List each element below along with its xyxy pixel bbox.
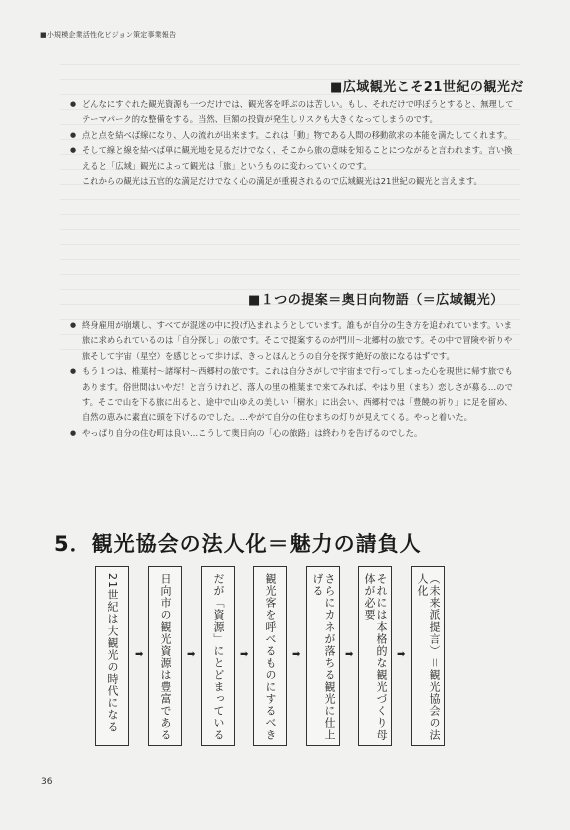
arrow-right-icon: ➡: [187, 649, 196, 660]
flow-step-text: 日向市の観光資源は豊富である: [159, 573, 172, 741]
running-header: ■小規模企業活性化ビジョン策定事業報告: [40, 31, 177, 39]
page-number: 36: [41, 777, 53, 787]
flow-step-text: だが「資源」にとどまっている: [212, 573, 225, 741]
bullet-item: ● 終身雇用が崩壊し、すべてが混迷の中に投げ込まれようとしています。誰もが自分の生き方を追われています。いま旅に求められているのは「自分探し」の旅です。そこで提案するのが門川～北郷村の旅です。その中で冒険や祈りや旅そして宇宙（星空）を感じとって歩けば、きっとほんとうの自分を探す絶好の旅になるはずです。: [66, 318, 520, 364]
bullet-item: ● 点と点を結べば線になり、人の流れが出来ます。これは「動」物である人間の移動欲求の本能を満たしてくれます。: [66, 128, 520, 143]
arrow-right-icon: ➡: [292, 649, 301, 660]
flow-step: [95, 566, 129, 746]
bullet-item: ● もう１つは、椎葉村～諸塚村～西郷村の旅です。これは自分さがしで宇宙まで行ってしまった心を現世に帰す旅でもあります。俗世間はいやだ！と言うけれど、落人の里の椎葉まで来てみれば、やはり里（まち）恋しさが募る…のです。そこで山を下る旅に出ると、途中で山ゆえの美しい「樹氷」に出会い、西郷村では「豊饒の祈り」に足を留め、自然の恵みに素直に頭を下げるのでした。…やがて自分の住むまちの灯りが見えてくる。やっと着いた。: [66, 364, 520, 426]
flow-step-text: 21世紀は大観光の時代になる: [106, 573, 119, 733]
flow-step: [411, 566, 445, 746]
flow-step-text: 観光客を呼べるものにするべき: [264, 573, 277, 741]
section-heading: ■広域観光こそ21世紀の観光だ: [330, 80, 524, 95]
bullet-item: ● やっぱり自分の住む町は良い…こうして奥日向の「心の旅路」は終わりを告げるのでした。: [66, 426, 520, 441]
flow-step: [306, 566, 340, 746]
section-title: 5．観光協会の法人化＝魅力の請負人: [54, 532, 422, 556]
section-heading: ■１つの提案＝奥日向物語（＝広域観光）: [248, 293, 504, 308]
bullet-continuation: これからの観光は五官的な満足だけでなく心の満足が重視されるので広域観光は21世紀の観光と言えます。: [82, 176, 482, 187]
flow-step: [148, 566, 182, 746]
flow-diagram: [95, 566, 455, 748]
flow-step: [253, 566, 287, 746]
bullet-list: [66, 318, 520, 441]
arrow-right-icon: ➡: [345, 649, 354, 660]
bullet-item: ● そして線と線を結べば単に観光地を見るだけでなく、そこから旅の意味を知ることにつながると言われます。言い換えると「広域」観光によって観光は「旅」というものに変わっていくのです。: [66, 143, 520, 174]
flow-step-text: それには本格的な観光づくり母体が必要: [363, 573, 388, 741]
bullet-item: ● どんなにすぐれた観光資源も一つだけでは、観光客を呼ぶのは苦しい。もし、それだけで呼ぼうとすると、無理してテーマパーク的な整備をする。当然、巨額の投資が発生しリスクも大きくなってしまうのです。: [66, 97, 520, 128]
arrow-right-icon: ➡: [135, 649, 144, 660]
arrow-right-icon: ➡: [397, 649, 406, 660]
flow-step: [358, 566, 392, 746]
flow-step: [201, 566, 235, 746]
arrow-right-icon: ➡: [240, 649, 249, 660]
bullet-list: [66, 97, 520, 189]
flow-step-text: さらにカネが落ちる観光に仕上げる: [311, 573, 336, 741]
flow-step-text: （未来派提言）＝観光協会の法人化: [416, 573, 441, 741]
